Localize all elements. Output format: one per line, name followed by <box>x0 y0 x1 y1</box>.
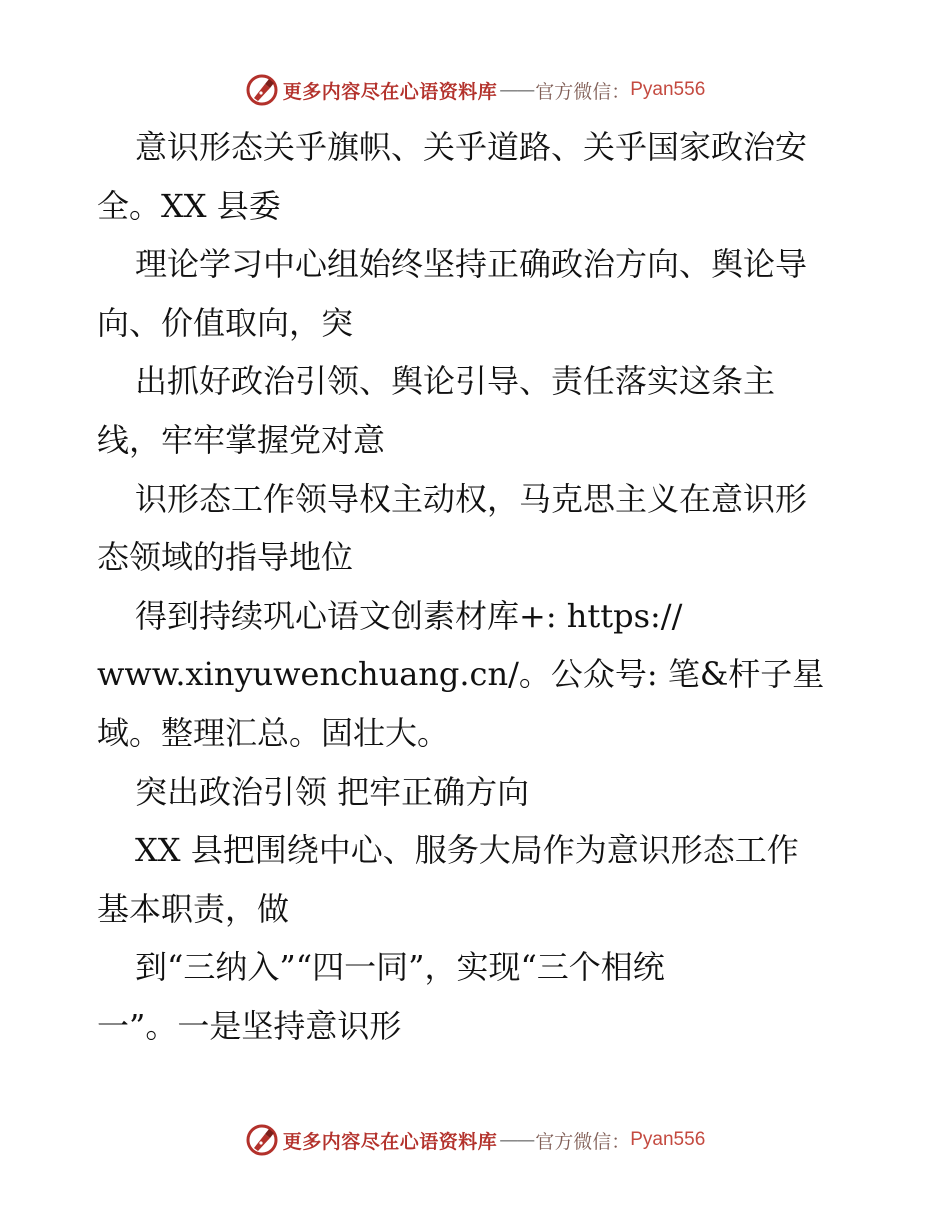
text-line: 到“三纳入”“四一同”，实现“三个相统 <box>135 948 665 987</box>
text-line: 出抓好政治引领、舆论引导、责任落实这条主 <box>135 362 776 401</box>
banner-main-text: 更多内容尽在心语资料库 <box>282 80 498 103</box>
text-line: 识形态工作领导权主动权，马克思主义在意识形 <box>135 479 808 518</box>
section-heading: 突出政治引领 把牢正确方向 <box>135 772 530 811</box>
text-line: 理论学习中心组始终坚持正确政治方向、舆论导 <box>135 245 808 284</box>
text-line: www.xinyuwenchuang.cn/。公众号: 笔&杆子星 <box>97 655 825 694</box>
banner-wechat-id: Pyan556 <box>630 79 706 100</box>
text-line: 线，牢牢掌握党对意 <box>97 420 386 459</box>
text-line: 一”。一是坚持意识形 <box>97 1006 402 1045</box>
header-watermark-banner <box>0 70 950 110</box>
banner-wechat-label: 官方微信： <box>535 1130 631 1153</box>
text-line: 得到持续巩心语文创素材库+: https:// <box>135 596 683 635</box>
banner-wechat-label: 官方微信： <box>535 80 631 103</box>
fountain-pen-logo-icon <box>245 73 279 107</box>
banner-main-text: 更多内容尽在心语资料库 <box>282 1130 498 1153</box>
text-line: XX 县把围绕中心、服务大局作为意识形态工作 <box>135 831 799 870</box>
text-line: 态领域的指导地位 <box>97 538 354 577</box>
document-body <box>97 118 867 1056</box>
text-line: 域。整理汇总。固壮大。 <box>97 713 450 752</box>
text-line: 全。XX 县委 <box>97 186 281 225</box>
fountain-pen-logo-icon <box>245 1123 279 1157</box>
banner-dash: —— <box>499 79 534 101</box>
banner-wechat-id: Pyan556 <box>630 1129 706 1150</box>
text-line: 意识形态关乎旗帜、关乎道路、关乎国家政治安 <box>135 128 808 166</box>
text-line: 向、价值取向，突 <box>97 303 354 342</box>
footer-watermark-banner <box>0 1120 950 1160</box>
text-line: 基本职责，做 <box>97 889 290 928</box>
banner-dash: —— <box>499 1129 534 1151</box>
